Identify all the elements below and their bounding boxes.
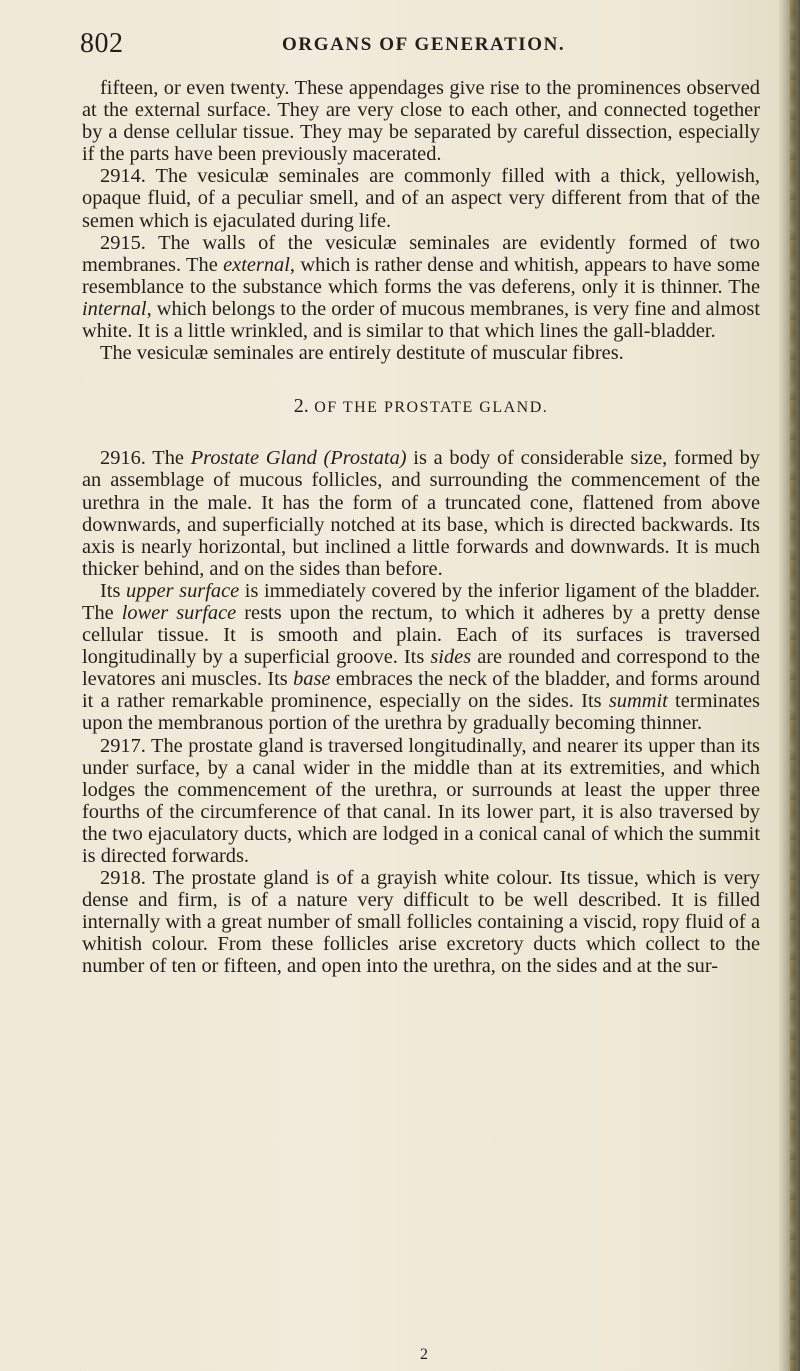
paragraph-muscular-fibres: [82, 342, 760, 364]
paragraph-2916: [82, 447, 760, 580]
page-number: 802: [80, 28, 124, 59]
italic-term: internal: [82, 297, 147, 320]
section-title: OF THE PROSTATE GLAND.: [314, 399, 549, 417]
italic-term: base: [293, 668, 331, 691]
running-head: ORGANS OF GENERATION.: [282, 34, 566, 55]
paragraph-text: 2917. The prostate gland is traversed longitudinally, and nearer its upper than its under surface, by a canal wider in the middle than at its extremities, and which lodges the commencement of the urethra, or surrounds at least the upper three fourths of the circumference of that canal. In its lower part, it is also traversed by the two ejaculatory ducts, which are lodged in a conical canal of which the summit is directed forwards.: [82, 734, 760, 867]
body-text: [82, 77, 760, 978]
paragraph-text: 2915. The walls of the vesiculæ seminales are evidently formed of two membranes. The: [82, 231, 760, 276]
paragraph-text: 2914. The vesiculæ seminales are commonly filled with a thick, yellowish, opaque fluid, of a peculiar smell, and of an aspect very different from that of the semen which is ejaculated during life.: [82, 165, 760, 232]
signature-mark: 2: [420, 1346, 428, 1363]
paragraph-text: embraces the neck of the bladder, and forms around it a rather remarkable prominence, especially on the sides. Its: [82, 668, 760, 713]
paragraph-text: are rounded and correspond to the levatores ani muscles. Its: [82, 646, 760, 691]
paragraph-text: is a body of considerable size, formed by an assemblage of mucous follicles, and surrounding the commencement of the urethra in the male. It has the form of a truncated cone, flattened from above downwards, and superficially notched at its base, which is directed backwards. Its axis is nearly horizontal, but inclined a little forwards and downwards. It is much thicker behind, and on the sides than before.: [82, 447, 760, 580]
paragraph-text: 2918. The prostate gland is of a grayish white colour. Its tissue, which is very dense and firm, is of a nature very difficult to be well described. It is filled internally with a great number of small follicles containing a viscid, ropy fluid of a whitish colour. From these follicles arise excretory ducts which collect to the number of ten or fifteen, and open into the urethra, on the sides and at the sur-: [82, 867, 760, 978]
paragraph-text: Its: [100, 579, 126, 602]
page-header: [80, 28, 740, 60]
paragraph-text: The vesiculæ seminales are entirely destitute of muscular fibres.: [100, 342, 624, 365]
paragraph-2914: [82, 165, 760, 231]
italic-term: external: [223, 253, 290, 276]
paragraph-text: fifteen, or even twenty. These appendages give rise to the prominences observed at the external surface. They are very close to each other, and connected together by a dense cellular tissue. They may be separated by careful dissection, especially if the parts have been previously macerated.: [82, 77, 760, 166]
page-edge-shadow: [778, 0, 800, 1371]
paragraph-2915: [82, 232, 760, 342]
italic-term: upper surface: [126, 579, 240, 602]
section-number: 2.: [293, 395, 309, 418]
paragraph-text: , which is rather dense and whitish, appears to have some resemblance to the substance which forms the vas deferens, only it is thinner. The: [82, 253, 760, 298]
paragraph-text: terminates upon the membranous portion of the urethra by gradually becoming thinner.: [82, 690, 760, 735]
italic-term: Prostate Gland (Prostata): [190, 447, 407, 470]
paragraph-text: is immediately covered by the inferior ligament of the bladder. The: [82, 579, 760, 624]
paragraph-surfaces: [82, 580, 760, 735]
paragraph-continuation: [82, 77, 760, 165]
paragraph-text: , which belongs to the order of mucous membranes, is very fine and almost white. It is a little wrinkled, and is similar to that which lines the gall-bladder.: [82, 297, 760, 343]
italic-term: sides: [430, 646, 472, 669]
section-heading: [82, 395, 760, 419]
italic-term: summit: [608, 690, 668, 713]
paragraph-text: rests upon the rectum, to which it adheres by a pretty dense cellular tissue. It is smooth and plain. Each of its surfaces is traversed longitudinally by a superficial groove. Its: [82, 601, 760, 669]
paragraph-2918: [82, 867, 760, 977]
paragraph-text: 2916. The: [100, 447, 191, 470]
italic-term: lower surface: [121, 601, 237, 624]
paragraph-2917: [82, 735, 760, 868]
